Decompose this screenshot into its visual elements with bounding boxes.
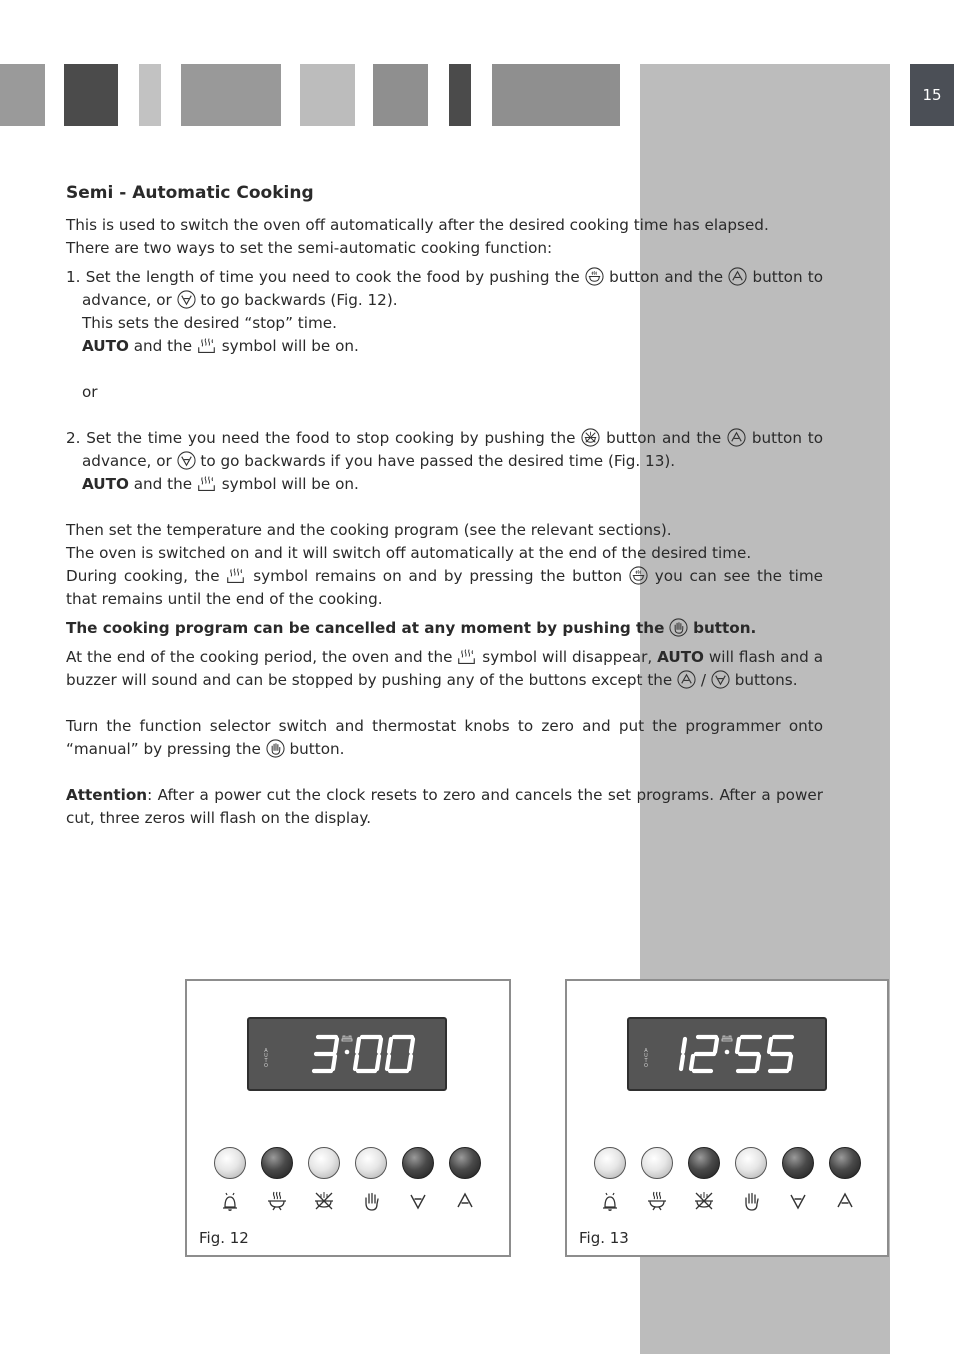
or-text: or	[82, 383, 98, 401]
during-cooking: During cooking, the symbol remains on and by pressing the button you can see the time that remains until the end of the cooking.	[66, 567, 824, 608]
digit-segment	[335, 1039, 337, 1052]
header-band-7	[449, 64, 471, 126]
auto-label: AUTO	[264, 1048, 268, 1069]
heat-symbol-icon	[457, 647, 477, 666]
manual-hand-icon	[669, 618, 688, 637]
attention-note: Attention: After a power cut the clock resets to zero and cancels the set programs. After a power cut, three zeros will flash on the display.	[66, 786, 823, 827]
display-time	[629, 1019, 825, 1089]
manual-hand-icon	[735, 1189, 767, 1213]
step-1-note: This sets the desired “stop” time.	[82, 314, 337, 332]
cancel-note: The cooking program can be cancelled at any moment by pushing the button.	[66, 619, 757, 637]
down-arrow-icon	[177, 451, 196, 470]
manual-hand-icon	[355, 1189, 387, 1213]
down-arrow-icon	[782, 1189, 814, 1213]
programmer-button[interactable]	[594, 1147, 626, 1179]
up-arrow-icon	[449, 1189, 481, 1213]
timer-display	[247, 1017, 447, 1091]
header-band-4	[181, 64, 281, 126]
up-arrow-icon	[728, 267, 747, 286]
header-band-6	[373, 64, 428, 126]
digit-segment	[691, 1056, 693, 1069]
digit-segment	[737, 1039, 739, 1052]
programmer-button[interactable]	[449, 1147, 481, 1179]
step-1-auto: AUTO and the symbol will be on.	[82, 337, 359, 355]
end-time-icon	[308, 1189, 340, 1213]
programmer-button[interactable]	[308, 1147, 340, 1179]
button-row	[594, 1147, 864, 1181]
end-time-icon	[688, 1189, 720, 1213]
digit-segment	[715, 1039, 717, 1052]
heat-symbol-icon	[226, 566, 246, 585]
digit-segment	[379, 1039, 381, 1052]
timer-display	[627, 1017, 827, 1091]
programmer-button[interactable]	[688, 1147, 720, 1179]
digit-segment	[757, 1056, 759, 1069]
manual-hand-icon	[266, 739, 285, 758]
digit-segment	[377, 1056, 379, 1069]
up-arrow-icon	[727, 428, 746, 447]
down-arrow-icon	[711, 670, 730, 689]
cooking-time-icon	[629, 566, 648, 585]
button-icon-row	[214, 1189, 484, 1215]
step-2: 2. Set the time you need the food to stop cooking by pushing the button and the button to advance, or to go backwards if you have passed the desired time (Fig. 13).	[66, 429, 823, 470]
intro-line-2: There are two ways to set the semi-automatic cooking function:	[66, 239, 553, 257]
cooking-time-icon	[641, 1189, 673, 1213]
cooking-time-icon	[585, 267, 604, 286]
programmer-button[interactable]	[735, 1147, 767, 1179]
button-row	[214, 1147, 484, 1181]
header-band-5	[300, 64, 355, 126]
figure-12-panel	[185, 979, 511, 1257]
down-arrow-icon	[177, 290, 196, 309]
digit-segment	[411, 1039, 413, 1052]
page-number: 15	[910, 64, 954, 126]
digit-segment	[387, 1056, 389, 1069]
programmer-button[interactable]	[829, 1147, 861, 1179]
figure-caption: Fig. 13	[579, 1229, 629, 1247]
figure-caption: Fig. 12	[199, 1229, 249, 1247]
then-line-2: The oven is switched on and it will switch off automatically at the end of the desired time.	[66, 544, 752, 562]
programmer-button[interactable]	[355, 1147, 387, 1179]
digit-segment	[683, 1039, 685, 1052]
heat-symbol-icon	[197, 474, 217, 493]
digit-segment	[389, 1039, 391, 1052]
digit-segment	[681, 1056, 683, 1069]
figure-13-panel	[565, 979, 889, 1257]
intro-line-1: This is used to switch the oven off automatically after the desired cooking time has elapsed.	[66, 216, 769, 234]
programmer-button[interactable]	[214, 1147, 246, 1179]
digit-segment	[409, 1056, 411, 1069]
programmer-button[interactable]	[261, 1147, 293, 1179]
colon-dot	[725, 1050, 730, 1055]
programmer-button[interactable]	[782, 1147, 814, 1179]
then-line-1: Then set the temperature and the cooking program (see the relevant sections).	[66, 521, 672, 539]
digit-segment	[769, 1039, 771, 1052]
section-title: Semi - Automatic Cooking	[66, 183, 314, 203]
header-band-3	[139, 64, 161, 126]
turn-knobs: Turn the function selector switch and thermostat knobs to zero and put the programmer onto “manual” by pressing the button.	[66, 717, 823, 758]
bell-icon	[214, 1189, 246, 1213]
end-time-icon	[581, 428, 600, 447]
programmer-button[interactable]	[641, 1147, 673, 1179]
down-arrow-icon	[402, 1189, 434, 1213]
colon-dot	[345, 1050, 350, 1055]
end-of-cooking: At the end of the cooking period, the oven and the symbol will disappear, AUTO will flash and a buzzer will sound and can be stopped by pushing any of the buttons except the / buttons.	[66, 648, 824, 689]
button-icon-row	[594, 1189, 864, 1215]
auto-label: AUTO	[644, 1048, 648, 1069]
digit-segment	[333, 1056, 335, 1069]
digit-segment	[355, 1056, 357, 1069]
display-time	[249, 1019, 445, 1089]
digit-segment	[789, 1056, 791, 1069]
bell-icon	[594, 1189, 626, 1213]
digit-segment	[357, 1039, 359, 1052]
section-content	[66, 180, 823, 830]
step-2-auto: AUTO and the symbol will be on.	[82, 475, 359, 493]
header-band-2	[64, 64, 118, 126]
up-arrow-icon	[829, 1189, 861, 1213]
cooking-time-icon	[261, 1189, 293, 1213]
programmer-button[interactable]	[402, 1147, 434, 1179]
header-band-8	[492, 64, 620, 126]
heat-symbol-icon	[197, 336, 217, 355]
header-band-1	[0, 64, 45, 126]
up-arrow-icon	[677, 670, 696, 689]
step-1: 1. Set the length of time you need to cook the food by pushing the button and the button to advance, or to go backwards (Fig. 12).	[66, 268, 824, 309]
